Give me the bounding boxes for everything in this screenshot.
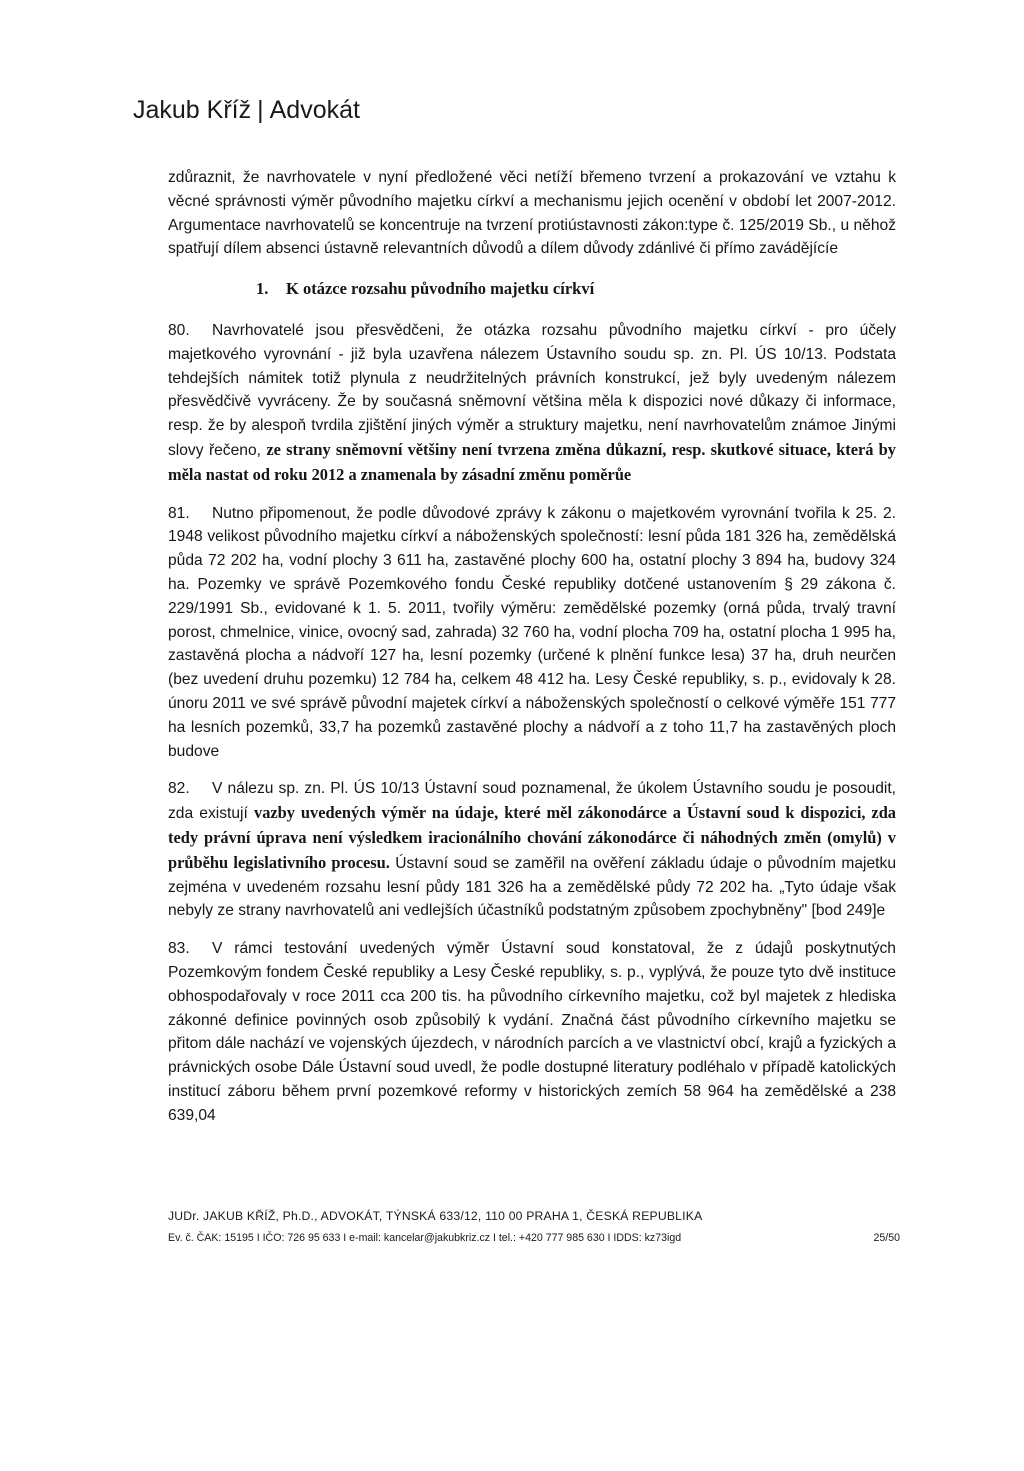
letterhead-name: Jakub Kříž (133, 96, 252, 124)
footer-address: JUDr. JAKUB KŘÍŽ, Ph.D., ADVOKÁT, TÝNSKÁ 633/12, 110 00 PRAHA 1, ČESKÁ REPUBLIKA (168, 1209, 703, 1223)
section-heading-text: K otázce rozsahu původního majetku církví (286, 279, 595, 299)
paragraph-81 (168, 502, 896, 764)
paragraph-82 (168, 777, 896, 923)
paragraph-number: 80. (168, 321, 190, 339)
page-number: 25/50 (873, 1232, 900, 1244)
paragraph-number: 82. (168, 780, 190, 798)
paragraph-text: Navrhovatelé jsou přesvědčeni, že otázka rozsahu původního majetku církví - pro účely majetkového vyrovnání - již byla uzavřena nálezem Ústavního soudu sp. zn. Pl. ÚS 10/13. Podstata tehdejších námitek totiž plynula z neudržitelných právních konstrukcí, jež byly uvedeným nálezem přesvědčivě vyvráceny. Že by současná sněmovní většina měla k dispozici nové důkazy či informace, resp. že by alespoň tvrdila zjištění jiných výměr a struktury majetku, není navrhovatelům známoe Jinými slovy řečeno, (168, 321, 896, 459)
paragraph-text: V rámci testování uvedených výměr Ústavní soud konstatoval, že z údajů poskytnutých Pozemkovým fondem České republiky a Lesy České republiky, s. p., vyplývá, že pouze tyto dvě instituce obhospodařovaly v roce 2011 cca 200 tis. ha původního církevního majetku, což byl majetek z hlediska zákonné definice povinných osob způsobilý k vydání. Značná část původního církevního majetku se přitom dále nachází ve vojenských újezdech, v národních parcích a ve vlastnictví obcí, krajů a fyzických a právnických osobe Dále Ústavní soud uvedl, že podle dostupné literatury podléhalo v případě katolických institucí záboru během první pozemkové reformy v historických zemích 58 964 ha zemědělské a 238 639,04 (168, 940, 896, 1124)
paragraph-text-continued: Ústavní soud se zaměřil na ověření základu údaje o původním majetku zejména v uvedeném rozsahu lesní půdy 181 326 ha a zemědělské půdy 72 202 ha. „Tyto údaje však nebyly ze strany navrhovatelů ani vedlejších účastníků podstatným způsobem zpochybněny" [bod 249]e (168, 854, 896, 920)
paragraph-80 (168, 319, 896, 488)
letterhead-title: Advokát (269, 96, 360, 124)
letterhead (133, 96, 360, 125)
document-body (168, 166, 896, 1141)
paragraph-bold-text: vazby uvedených výměr na údaje, které měl zákonodárce a Ústavní soud k dispozici, zda tedy právní úprava není výsledkem iracionálního chování zákonodárce či náhodných změn (omylů) v průběhu legislativního procesu. (168, 803, 897, 872)
paragraph-bold-text: ze strany sněmovní většiny není tvrzena změna důkazní, resp. skutkové situace, která by měla nastat od roku 2012 a znamenala by zásadní změnu poměrůe (168, 439, 896, 484)
intro-paragraph: zdůraznit, že navrhovatele v nyní předložené věci netíží břemeno tvrzení a prokazování ve vztahu k věcné správnosti výměr původního majetku církví a mechanismu jejich ocenění v období let 2007-2012. Argumentace navrhovatelů se koncentruje na tvrzení protiústavnosti zákon:type č. 125/2019 Sb., u něhož spatřují dílem absenci ústavně relevantních důvodů a dílem důvody zdánlivé či přímo zavádějícíe (168, 169, 896, 258)
paragraph-83 (168, 937, 896, 1127)
paragraph-text: V nálezu sp. zn. Pl. ÚS 10/13 Ústavní soud poznamenal, že úkolem Ústavního soudu je posoudit, zda existují (168, 780, 896, 823)
footer-contact: Ev. č. ČAK: 15195 I IČO: 726 95 633 I e-mail: kancelar@jakubkriz.cz I tel.: +420 777 985 630 I IDDS: kz73igd (168, 1232, 682, 1244)
footer-contact-row (168, 1232, 900, 1244)
section-heading (168, 277, 896, 301)
section-heading-number: 1. (256, 279, 269, 299)
paragraph-number: 83. (168, 940, 190, 958)
paragraph-number: 81. (168, 504, 190, 522)
letterhead-separator: | (257, 96, 264, 124)
paragraph-text: Nutno připomenout, že podle důvodové zprávy k zákonu o majetkovém vyrovnání tvořila k 25. 2. 1948 velikost původního majetku církví a náboženských společností: lesní půda 181 326 ha, zemědělská půda 72 202 ha, vodní plochy 3 611 ha, zastavěné plochy 600 ha, ostatní plochy 3 894 ha, budovy 324 ha. Pozemky ve správě Pozemkového fondu České republiky dotčené ustanovením § 29 zákona č. 229/1991 Sb., evidované k 1. 5. 2011, tvořily výměru: zemědělské pozemky (orná půda, trvalý travní porost, chmelnice, vinice, ovocný sad, zahrada) 32 760 ha, vodní plocha 709 ha, ostatní plocha 1 995 ha, zastavěná plocha a nádvoří 127 ha, lesní pozemky (určené k plnění funkce lesa) 37 ha, druh neurčen (bez uvedení druhu pozemku) 12 784 ha, celkem 48 412 ha. Lesy České republiky, s. p., evidovaly k 28. únoru 2011 ve své správě původní majetek církví a náboženských společností o celkové výměře 151 777 ha lesních pozemků, 33,7 ha pozemků zastavěné plochy a nádvoří a z toho 11,7 ha zastavěných ploch budove (168, 504, 896, 760)
page-footer (168, 1209, 900, 1244)
